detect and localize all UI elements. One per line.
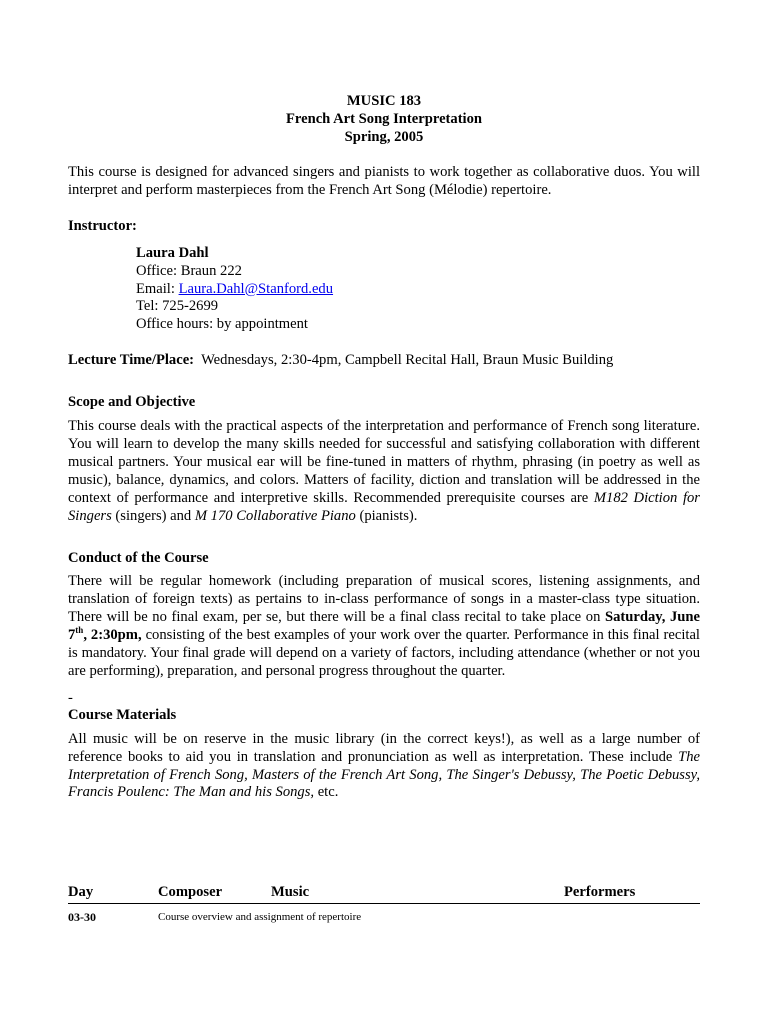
- conduct-paragraph: [68, 573, 700, 680]
- instructor-email-link[interactable]: Laura.Dahl@Stanford.edu: [178, 280, 334, 297]
- prereq-course-pianists: M 170 Collaborative Piano: [194, 507, 356, 524]
- recital-date: Saturday, June 7: [68, 609, 700, 644]
- course-term: Spring, 2005: [344, 129, 424, 145]
- header-day: Day: [68, 884, 94, 900]
- scope-text: (pianists).: [355, 507, 418, 524]
- header-music: Music: [271, 884, 310, 900]
- course-title: French Art Song Interpretation: [285, 111, 483, 127]
- instructor-hours: Office hours: by appointment: [136, 316, 308, 333]
- syllabus-page: [68, 92, 700, 802]
- header-composer: Composer: [158, 884, 223, 900]
- scope-text: (singers) and: [111, 507, 195, 524]
- scope-text: This course deals with the practical aspects of the interpretation and performance of French song literature. You will learn to develop the many skills needed for successful and satisfying collaboration with different musical partners. Your musical ear will be fine-tuned in matters of rhythm, phrasing (in poetry as well as music), balance, dynamics, and colors. Matters of facility, diction and translation will be addressed in the context of performance and interpretive skills. Recommended prerequisite courses are: [68, 418, 700, 506]
- lecture-line: [68, 352, 700, 370]
- recital-time: , 2:30pm,: [83, 627, 142, 644]
- schedule-table: [68, 884, 700, 927]
- document-header: [68, 92, 700, 146]
- instructor-tel: Tel: 725-2699: [136, 298, 219, 315]
- lecture-value: Wednesdays, 2:30-4pm, Campbell Recital Hall, Braun Music Building: [194, 352, 614, 369]
- lecture-label: Lecture Time/Place:: [68, 352, 195, 369]
- materials-heading: Course Materials: [68, 706, 177, 723]
- instructor-email-line: [136, 281, 700, 299]
- recital-date-suffix: th: [75, 625, 84, 636]
- header-performers: Performers: [564, 884, 636, 900]
- materials-text: etc.: [314, 784, 339, 801]
- materials-text: All music will be on reserve in the music library (in the correct keys!), as well as a large number of reference books to aid you in translation and pronunciation as well as interpretation. These include: [68, 730, 700, 765]
- instructor-block: [136, 245, 700, 335]
- reference-books: The Interpretation of French Song, Masters of the French Art Song, The Singer's Debussy, The Poetic Debussy, Francis Poulenc: The Man and his Songs,: [68, 748, 700, 801]
- materials-paragraph: [68, 731, 700, 803]
- schedule-header-row: [68, 884, 700, 904]
- conduct-text: There will be regular homework (including preparation of musical scores, listening assignments, and translation of foreign texts) as pertains to in-class performance of songs in a master-class type situation. There will be no final exam, per se, but there will be a final class recital to take place on: [68, 573, 700, 626]
- prereq-course-singers: M182 Diction for Singers: [68, 489, 700, 524]
- instructor-heading: Instructor:: [68, 217, 137, 234]
- instructor-office: Office: Braun 222: [136, 262, 242, 279]
- table-row: [68, 909, 700, 927]
- row-day: 03-30: [68, 910, 96, 924]
- scope-heading: Scope and Objective: [68, 394, 196, 411]
- email-label: Email:: [136, 280, 179, 297]
- instructor-name: Laura Dahl: [136, 244, 209, 261]
- dash-separator: -: [68, 689, 73, 706]
- conduct-text: consisting of the best examples of your work over the quarter. Performance in this final recital is mandatory. Your final grade will depend on a variety of factors, including attendance (whether or not you are performing), preparation, and personal progress throughout the quarter.: [68, 627, 700, 679]
- intro-paragraph: This course is designed for advanced singers and pianists to work together as collaborative duos. You will interpret and perform masterpieces from the French Art Song (Mélodie) repertoire.: [68, 164, 700, 198]
- conduct-heading: Conduct of the Course: [68, 549, 209, 566]
- row-description: Course overview and assignment of repertoire: [158, 911, 362, 923]
- scope-paragraph: [68, 418, 700, 525]
- course-code: MUSIC 183: [346, 93, 422, 109]
